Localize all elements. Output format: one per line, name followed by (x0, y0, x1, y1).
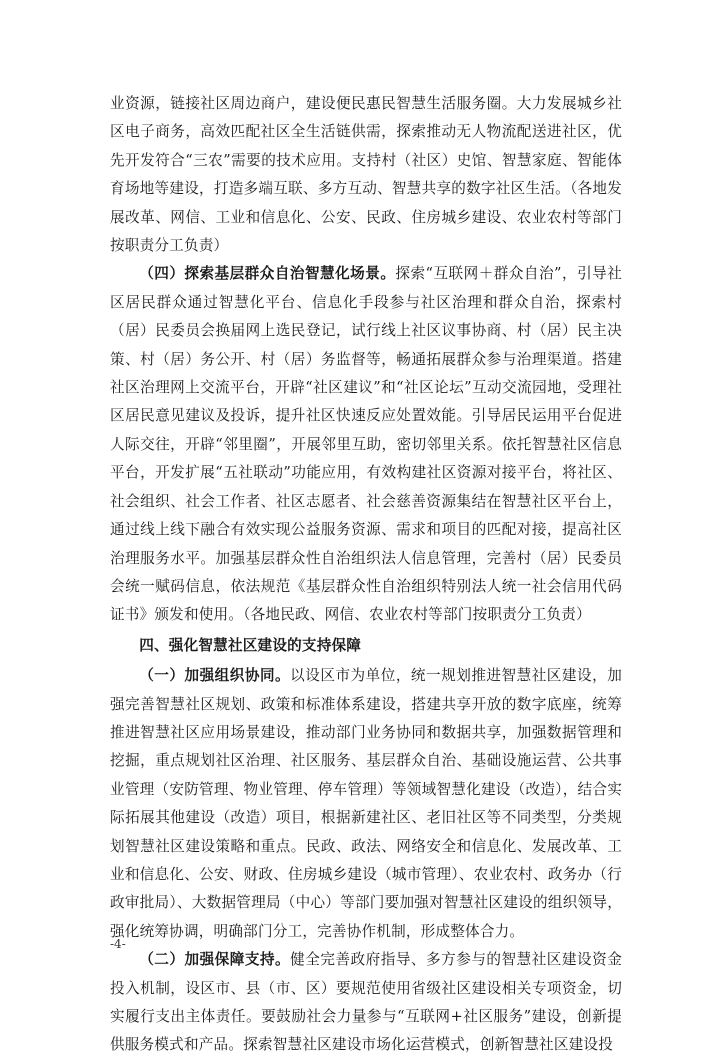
paragraph-text: 以设区市为单位，统一规划推进智慧社区建设，加强完善智慧社区规划、政策和标准体系建设，搭建共享开放的数字底座，统筹推进智慧社区应用场景建设，推动部门业务协同和数据共享，加强数据管理和挖掘，重点规划社区治理、社区服务、基层群众自治、基础设施运营、公共事业管理（安防管理、物业管理、停车管理）等领域智慧化建设（改造），结合实际拓展其他建设（改造）项目，根据新建社区、老旧社区等不同类型，分类规划智慧社区建设策略和重点。民政、政法、网络安全和信息化、发展改革、工业和信息化、公安、财政、住房城乡建设（城市管理）、农业农村、政务办（行政审批局）、大数据管理局（中心）等部门要加强对智慧社区建设的组织领导，强化统筹协调，明确部门分工，完善协作机制，形成整体合力。 (110, 667, 622, 940)
section-heading: 四、强化智慧社区建设的支持保障 (139, 636, 362, 654)
paragraph-organization-coordination (110, 662, 622, 946)
paragraph-text: 健全完善政府指导、多方参与的智慧社区建设资金投入机制，设区市、县（市、区）要规范使用省级社区建设相关专项资金，切实履行支出主体责任。要鼓励社会力量参与“互联网+社区服务”建设，创新提供服务模式和产品。探索智慧社区建设市场化运营模式，创新智慧社区建设投 (110, 951, 622, 1054)
document-body (110, 90, 622, 1060)
page-number: -4- (110, 937, 126, 951)
paragraph-continuation (110, 90, 622, 260)
paragraph-text: 业资源，链接社区周边商户，建设便民惠民智慧生活服务圈。大力发展城乡社区电子商务，高效匹配社区全生活链供需，探索推动无人物流配送进社区，优先开发符合“三农”需要的技术应用。支持村（社区）史馆、智慧家庭、智能体育场地等建设，打造多端互联、多方互动、智慧共享的数字社区生活。（各地发展改革、网信、工业和信息化、公安、民政、住房城乡建设、农业农村等部门按职责分工负责） (110, 95, 622, 255)
paragraph-lead-heading: （一）加强组织协同。 (139, 667, 291, 685)
paragraph-lead-heading: （四）探索基层群众自治智慧化场景。 (139, 265, 396, 283)
paragraph-text: 探索“互联网＋群众自治”，引导社区居民群众通过智慧化平台、信息化手段参与社区治理和群众自治，探索村（居）民委员会换届网上选民登记，试行线上社区议事协商、村（居）民主决策、村（居）务公开、村（居）务监督等，畅通拓展群众参与治理渠道。搭建社区治理网上交流平台，开辟“社区建议”和“社区论坛”互动交流园地，受理社区居民意见建议及投诉，提升社区快速反应处置效能。引导居民运用平台促进人际交往，开辟“邻里圈”，开展邻里互助，密切邻里关系。依托智慧社区信息平台，开发扩展“五社联动”功能应用，有效构建社区资源对接平台，将社区、社会组织、社会工作者、社区志愿者、社会慈善资源集结在智慧社区平台上，通过线上线下融合有效实现公益服务资源、需求和项目的匹配对接，提高社区治理服务水平。加强基层群众性自治组织法人信息管理，完善村（居）民委员会统一赋码信息，依法规范《基层群众性自治组织特别法人统一社会信用代码证书》颁发和使用。（各地民政、网信、农业农村等部门按职责分工负责） (110, 265, 623, 624)
paragraph-lead-heading: （二）加强保障支持。 (139, 951, 291, 969)
paragraph-grassroots-autonomy (110, 260, 622, 629)
paragraph-support-guarantee (110, 946, 622, 1060)
